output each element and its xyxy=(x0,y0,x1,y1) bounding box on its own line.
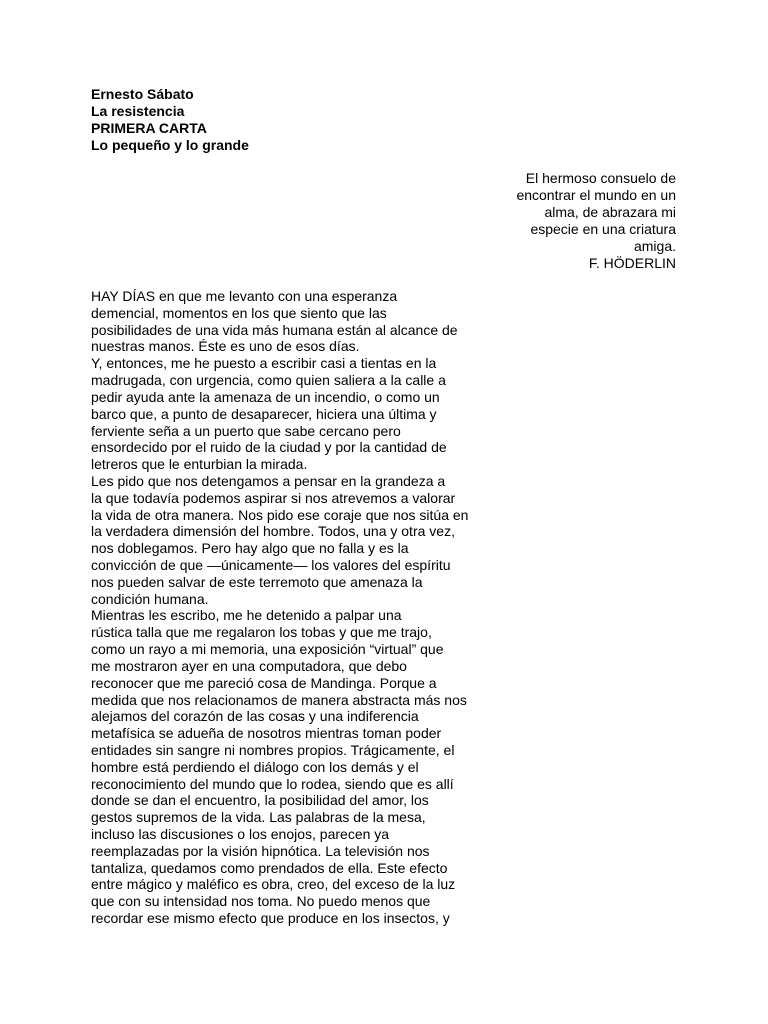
body-line: entidades sin sangre ni nombres propios. Trágicamente, el xyxy=(91,741,455,758)
body-line: tantaliza, quedamos como prendados de ella. Este efecto xyxy=(91,859,448,876)
epigraph-line: El hermoso consuelo de xyxy=(525,170,676,186)
body-line: Mientras les escribo, me he detenido a palpar una xyxy=(91,607,402,624)
body-line: alejamos del corazón de las cosas y una indiferencia xyxy=(91,708,419,725)
epigraph xyxy=(426,170,676,272)
body-line: reconocimiento del mundo que lo rodea, siendo que es allí xyxy=(91,775,454,792)
body-line: posibilidades de una vida más humana están al alcance de xyxy=(91,321,458,338)
body-line: reconocer que me pareció cosa de Mandinga. Porque a xyxy=(91,674,437,691)
body-line: pedir ayuda ante la amenaza de un incendio, o como un xyxy=(91,388,440,405)
body-line: barco que, a punto de desaparecer, hiciera una última y xyxy=(91,405,437,422)
body-line: la vida de otra manera. Nos pido ese coraje que nos sitúa en xyxy=(91,506,469,523)
body-line: HAY DÍAS en que me levanto con una esperanza xyxy=(91,288,398,304)
body-line: madrugada, con urgencia, como quien saliera a la calle a xyxy=(91,372,446,389)
body-line: nos pueden salvar de este terremoto que amenaza la xyxy=(91,573,423,590)
body-line: convicción de que —únicamente— los valores del espíritu xyxy=(91,557,451,573)
body-line: hombre está perdiendo el diálogo con los demás y el xyxy=(91,758,419,775)
body-line: ferviente seña a un puerto que sabe cercano pero xyxy=(91,422,401,439)
body-line: entre mágico y maléfico es obra, creo, del exceso de la luz xyxy=(91,876,456,893)
body-line: reemplazadas por la visión hipnótica. La televisión nos xyxy=(91,842,430,859)
epigraph-line: amiga. xyxy=(633,238,676,254)
body-line: medida que nos relacionamos de manera abstracta más nos xyxy=(91,691,467,708)
chapter-title: PRIMERA CARTA xyxy=(91,120,207,136)
body-line: Les pido que nos detengamos a pensar en la grandeza a xyxy=(91,472,446,489)
epigraph-line: alma, de abrazara mi xyxy=(544,204,676,220)
body-line: nos doblegamos. Pero hay algo que no falla y es la xyxy=(91,540,409,557)
body-text xyxy=(91,288,511,927)
body-line: ensordecido por el ruido de la ciudad y por la cantidad de xyxy=(91,439,447,456)
body-line: gestos supremos de la vida. Las palabras de la mesa, xyxy=(91,809,426,826)
body-line: la que todavía podemos aspirar si nos atrevemos a valorar xyxy=(91,489,456,506)
body-line: letreros que le enturbian la mirada. xyxy=(91,456,308,473)
body-line: demencial, momentos en los que siento que las xyxy=(91,304,387,321)
body-line: la verdadera dimensión del hombre. Todos, una y otra vez, xyxy=(91,523,455,540)
epigraph-line: encontrar el mundo en un xyxy=(516,187,676,203)
body-line: metafísica se adueña de nosotros mientras toman poder xyxy=(91,725,442,742)
chapter-subtitle: Lo pequeño y lo grande xyxy=(91,137,249,153)
body-line: Y, entonces, me he puesto a escribir casi a tientas en la xyxy=(91,355,437,372)
body-line: recordar ese mismo efecto que produce en los insectos, y xyxy=(91,910,450,927)
epigraph-line: especie en una criatura xyxy=(530,221,676,237)
epigraph-attribution: F. HÖDERLIN xyxy=(588,255,676,271)
body-line: condición humana. xyxy=(91,590,209,607)
body-line: como un rayo a mi memoria, una exposición “virtual” que xyxy=(91,641,444,658)
author-name: Ernesto Sábato xyxy=(91,86,194,102)
book-title: La resistencia xyxy=(91,103,185,119)
body-line: nuestras manos. Éste es uno de esos días. xyxy=(91,338,360,355)
body-line: me mostraron ayer en una computadora, que debo xyxy=(91,657,407,674)
body-line: rústica talla que me regalaron los tobas y que me trajo, xyxy=(91,624,432,641)
document-header xyxy=(91,86,491,154)
body-line: donde se dan el encuentro, la posibilidad del amor, los xyxy=(91,792,429,809)
body-line: incluso las discusiones o los enojos, parecen ya xyxy=(91,826,390,842)
body-line: que con su intensidad nos toma. No puedo menos que xyxy=(91,893,431,910)
